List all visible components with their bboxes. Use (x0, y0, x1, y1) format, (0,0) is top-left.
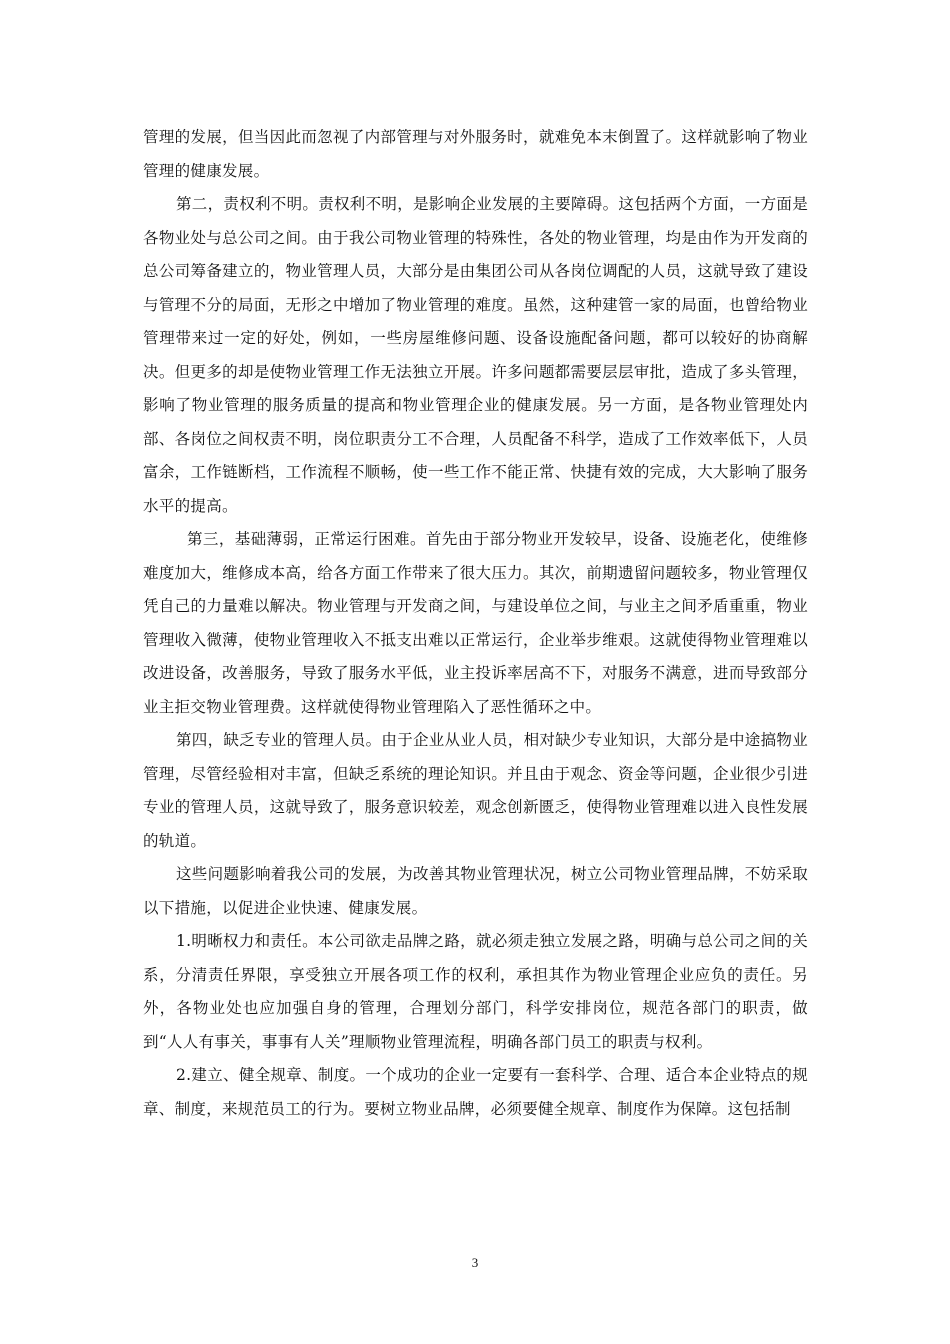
page-number: 3 (471, 1255, 479, 1270)
paragraph-measure-1: 1.明晰权力和责任。本公司欲走品牌之路，就必须走独立发展之路，明确与总公司之间的关系，分清责任界限，享受独立开展各项工作的权利，承担其作为物业管理企业应负的责任。另外，各物业处也应加强自身的管理，合理划分部门，科学安排岗位，规范各部门的职责，做到“人人有事关，事事有人关”理顺物业管理流程，明确各部门员工的职责与权利。 (143, 932, 808, 1051)
document-body (143, 121, 808, 1126)
paragraph-third-point: 第三，基础薄弱，正常运行困难。首先由于部分物业开发较早，设备、设施老化，使维修难度加大，维修成本高，给各方面工作带来了很大压力。其次，前期遗留问题较多，物业管理仅凭自己的力量难以解决。物业管理与开发商之间，与建设单位之间，与业主之间矛盾重重，物业管理收入微薄，使物业管理收入不抵支出难以正常运行，企业举步维艰。这就使得物业管理难以改进设备，改善服务，导致了服务水平低，业主投诉率居高不下，对服务不满意，进而导致部分业主拒交物业管理费。这样就使得物业管理陷入了恶性循环之中。 (143, 530, 808, 716)
paragraph-fourth-point: 第四，缺乏专业的管理人员。由于企业从业人员，相对缺少专业知识，大部分是中途搞物业管理，尽管经验相对丰富，但缺乏系统的理论知识。并且由于观念、资金等问题，企业很少引进专业的管理人员，这就导致了，服务意识较差，观念创新匮乏，使得物业管理难以进入良性发展的轨道。 (143, 731, 809, 850)
paragraph-continuation: 管理的发展，但当因此而忽视了内部管理与对外服务时，就难免本末倒置了。这样就影响了物业管理的健康发展。 (143, 128, 808, 180)
paragraph-second-point: 第二，责权利不明。责权利不明，是影响企业发展的主要障碍。这包括两个方面，一方面是各物业处与总公司之间。由于我公司物业管理的特殊性，各处的物业管理，均是由作为开发商的总公司筹备建立的，物业管理人员，大部分是由集团公司从各岗位调配的人员，这就导致了建设与管理不分的局面，无形之中增加了物业管理的难度。虽然，这种建管一家的局面，也曾给物业管理带来过一定的好处，例如，一些房屋维修问题、设备设施配备问题，都可以较好的协商解决。但更多的却是使物业管理工作无法独立开展。许多问题都需要层层审批，造成了多头管理，影响了物业管理的服务质量的提高和物业管理企业的健康发展。另一方面，是各物业管理处内部、各岗位之间权责不明，岗位职责分工不合理，人员配备不科学，造成了工作效率低下，人员富余，工作链断档，工作流程不顺畅，使一些工作不能正常、快捷有效的完成，大大影响了服务水平的提高。 (143, 195, 809, 515)
paragraph-measure-2: 2.建立、健全规章、制度。一个成功的企业一定要有一套科学、合理、适合本企业特点的规章、制度，来规范员工的行为。要树立物业品牌，必须要健全规章、制度作为保障。这包括制 (143, 1066, 808, 1118)
paragraph-measures-intro: 这些问题影响着我公司的发展，为改善其物业管理状况，树立公司物业管理品牌，不妨采取以下措施，以促进企业快速、健康发展。 (143, 865, 809, 917)
